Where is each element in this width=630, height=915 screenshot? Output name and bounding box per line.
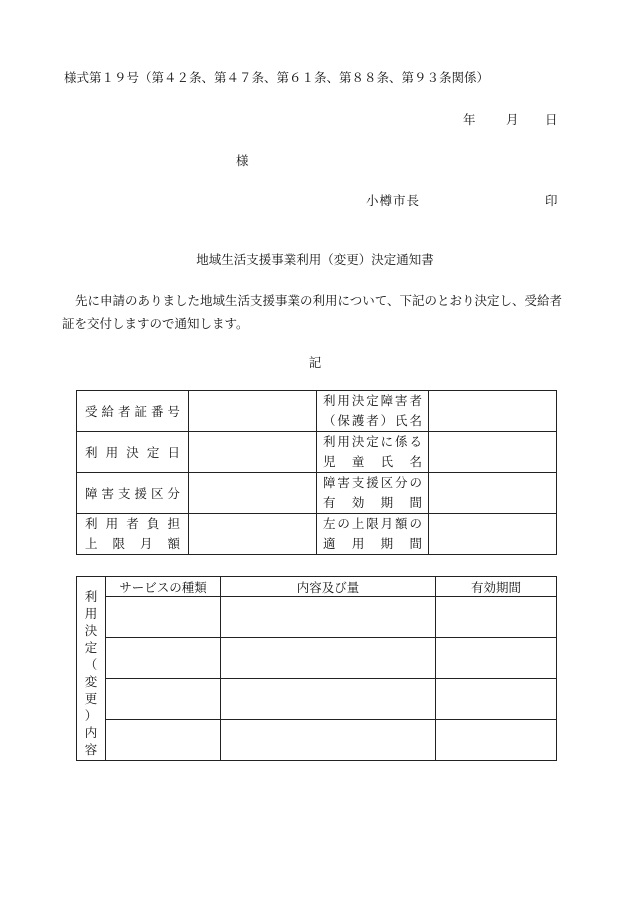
- recipient-info-table: [76, 390, 557, 555]
- category-validity-label: 障 害 支 援 区 分 の 有 効 期 間: [317, 473, 429, 514]
- document-title: 地域生活支援事業利用（変更）決定通知書: [196, 252, 434, 267]
- guardian-name-label: 利 用 決 定 障 害 者 （ 保 護 者 ） 氏 名: [317, 391, 429, 432]
- guardian-name-value: [429, 391, 557, 432]
- decision-date-label: 利 用 決 定 日: [77, 432, 189, 473]
- content-amount-header: 内容及び量: [221, 577, 436, 597]
- burden-limit-label: 利 用 者 負 担 上 限 月 額: [77, 514, 189, 555]
- child-name-value: [429, 432, 557, 473]
- limit-period-value: [429, 514, 557, 555]
- table-row: [77, 679, 557, 720]
- ki-heading: 記: [308, 355, 322, 370]
- child-name-label: 利 用 決 定 に 係 る 児 童 氏 名: [317, 432, 429, 473]
- table-row: [77, 720, 557, 761]
- service-type-header: サービスの種類: [106, 577, 221, 597]
- support-category-value: [189, 473, 317, 514]
- table-row: [77, 638, 557, 679]
- recipient-number-value: [189, 391, 317, 432]
- date-month-label: 月: [506, 112, 519, 127]
- decision-content-side-label: 利 用 決 定 （ 変 更 ） 内 容: [77, 577, 106, 761]
- addressee-suffix: 様: [236, 153, 249, 168]
- support-category-label: 障 害 支 援 区 分: [77, 473, 189, 514]
- date-day-label: 日: [545, 112, 558, 127]
- notice-body: 先に申請のありました地域生活支援事業の利用について、下記のとおり決定し、受給者証を交付しますので通知します。: [62, 293, 563, 331]
- limit-period-label: 左 の 上 限 月 額 の 適 用 期 間: [317, 514, 429, 555]
- service-decision-table: [76, 576, 557, 761]
- recipient-number-label: 受 給 者 証 番 号: [77, 391, 189, 432]
- valid-period-header: 有効期間: [436, 577, 557, 597]
- category-validity-value: [429, 473, 557, 514]
- burden-limit-value: [189, 514, 317, 555]
- form-number: 様式第１９号（第４２条、第４７条、第６１条、第８８条、第９３条関係）: [64, 70, 490, 85]
- date-year-label: 年: [463, 112, 476, 127]
- issuer-name: 小樽市長: [366, 193, 421, 208]
- decision-date-value: [189, 432, 317, 473]
- table-row: [77, 597, 557, 638]
- seal-mark: 印: [545, 193, 558, 208]
